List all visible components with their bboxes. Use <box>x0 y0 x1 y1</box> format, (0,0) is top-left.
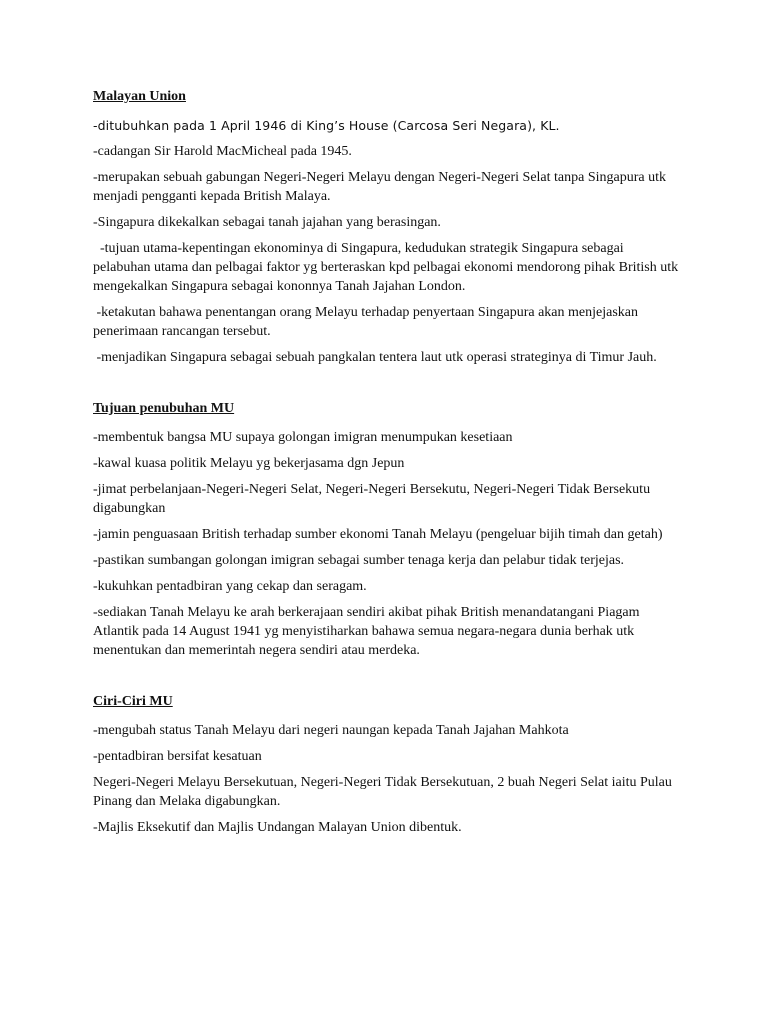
paragraph: -tujuan utama-kepentingan ekonominya di Singapura, kedudukan strategik Singapura sebagai pelabuhan utama dan pelbagai faktor yg berteraskan kpd pelbagai ekonomi mendorong pihak British utk mengekalkan Singapura sebagai kononnya Tanah Jajahan London. <box>93 241 682 294</box>
paragraph: -ketakutan bahawa penentangan orang Melayu terhadap penyertaan Singapura akan menjejaskan penerimaan rancangan tersebut. <box>93 305 642 339</box>
paragraph: -mengubah status Tanah Melayu dari negeri naungan kepada Tanah Jajahan Mahkota <box>93 723 569 738</box>
paragraph: -pentadbiran bersifat kesatuan <box>93 749 262 764</box>
paragraph: -ditubuhkan pada 1 April 1946 di King’s House (Carcosa Seri Negara), KL. <box>93 118 560 133</box>
section-gap <box>93 374 683 399</box>
section-heading: Tujuan penubuhan MU <box>93 401 235 416</box>
section-heading: Ciri-Ciri MU <box>93 694 173 709</box>
section-gap <box>93 667 683 692</box>
section-ciri-ciri <box>93 692 683 837</box>
paragraph: -merupakan sebuah gabungan Negeri-Negeri Melayu dengan Negeri-Negeri Selat tanpa Singapura utk menjadi pengganti kepada British Malaya. <box>93 170 667 204</box>
document-page <box>93 87 683 844</box>
paragraph: -cadangan Sir Harold MacMicheal pada 1945. <box>93 144 352 159</box>
section-tujuan-penubuhan <box>93 399 683 660</box>
paragraph: -membentuk bangsa MU supaya golongan imigran menumpukan kesetiaan <box>93 430 513 445</box>
paragraph: -jamin penguasaan British terhadap sumber ekonomi Tanah Melayu (pengeluar bijih timah dan getah) <box>93 527 663 542</box>
paragraph: -menjadikan Singapura sebagai sebuah pangkalan tentera laut utk operasi strateginya di Timur Jauh. <box>93 350 657 365</box>
section-heading: Malayan Union <box>93 89 186 104</box>
paragraph: -kawal kuasa politik Melayu yg bekerjasama dgn Jepun <box>93 456 405 471</box>
section-malayan-union <box>93 87 683 367</box>
paragraph: -sediakan Tanah Melayu ke arah berkerajaan sendiri akibat pihak British menandatangani Piagam Atlantik pada 14 August 1941 yg menyistiharkan bahawa semua negara-negara dunia berhak utk menentukan dan memerintah negera sendiri atau merdeka. <box>93 605 640 658</box>
paragraph: Negeri-Negeri Melayu Bersekutuan, Negeri-Negeri Tidak Bersekutuan, 2 buah Negeri Selat iaitu Pulau Pinang dan Melaka digabungkan. <box>93 775 672 809</box>
paragraph: -pastikan sumbangan golongan imigran sebagai sumber tenaga kerja dan pelabur tidak terjejas. <box>93 553 625 568</box>
paragraph: -Majlis Eksekutif dan Majlis Undangan Malayan Union dibentuk. <box>93 820 462 835</box>
paragraph: -Singapura dikekalkan sebagai tanah jajahan yang berasingan. <box>93 215 441 230</box>
paragraph: -jimat perbelanjaan-Negeri-Negeri Selat, Negeri-Negeri Bersekutu, Negeri-Negeri Tidak Bersekutu digabungkan <box>93 482 651 516</box>
paragraph: -kukuhkan pentadbiran yang cekap dan seragam. <box>93 579 367 594</box>
